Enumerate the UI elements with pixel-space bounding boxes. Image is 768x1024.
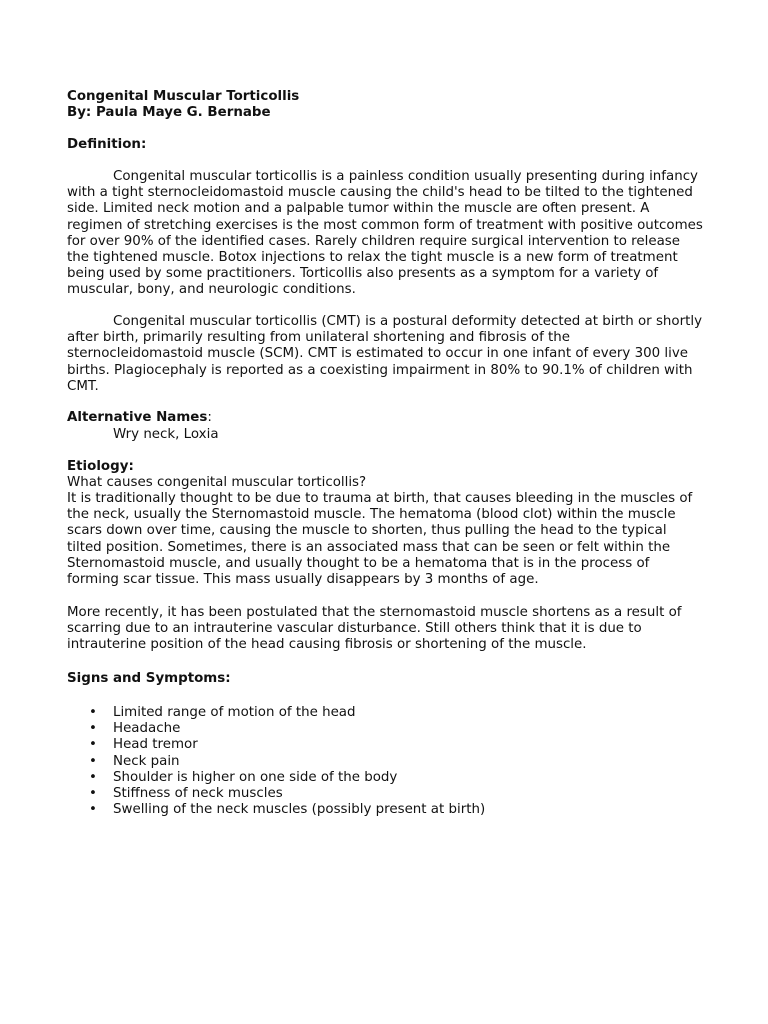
alternative-names-colon: :: [207, 410, 212, 425]
signs-list: [67, 705, 703, 818]
etiology-paragraph-1: It is traditionally thought to be due to trauma at birth, that causes bleeding in the muscles of the neck, usually the Sternomastoid muscle. The hematoma (blood clot) within the muscle scars down over time, causing the muscle to shorten, thus pulling the head to the typical tilted position. Sometimes, there is an associated mass that can be seen or felt within the Sternomastoid muscle, and usually thought to be a hematoma that is in the process of forming scar tissue. This mass usually disappears by 3 months of age.: [67, 491, 693, 588]
alternative-names-label: Alternative Names: [67, 410, 208, 425]
etiology-heading: Etiology:: [67, 459, 134, 474]
etiology-paragraph-2: More recently, it has been postulated that the sternomastoid muscle shortens as a result of scarring due to an intrauterine vascular disturbance. Still others think that it is due to intrauterine position of the head causing fibrosis or shortening of the muscle.: [67, 605, 682, 653]
etiology-question: What causes congenital muscular torticollis?: [67, 475, 367, 490]
list-item: • Shoulder is higher on one side of the body: [89, 769, 398, 785]
bullet-icon: •: [89, 721, 97, 737]
definition-paragraph-1: Congenital muscular torticollis is a painless condition usually presenting during infancy with a tight sternocleidomastoid muscle causing the child's head to be tilted to the tightened side. Limited neck motion and a palpable tumor within the muscle are often present. A regimen of stretching exercises is the most common form of treatment with positive outcomes for over 90% of the identified cases. Rarely children require surgical intervention to release the tightened muscle. Botox injections to relax the tight muscle is a new form of treatment being used by some practitioners. Torticollis also presents as a symptom for a variety of muscular, bony, and neurologic conditions.: [67, 169, 703, 298]
definition-heading: Definition:: [67, 137, 147, 152]
bullet-icon: •: [89, 769, 97, 785]
bullet-icon: •: [89, 786, 97, 802]
alternative-names-value: Wry neck, Loxia: [113, 427, 219, 442]
list-item: • Head tremor: [89, 737, 198, 753]
signs-heading: Signs and Symptoms:: [67, 671, 231, 686]
document-title: Congenital Muscular Torticollis: [67, 89, 300, 104]
bullet-icon: •: [89, 737, 97, 753]
list-item: • Swelling of the neck muscles (possibly present at birth): [89, 802, 486, 818]
bullet-icon: •: [89, 705, 97, 720]
alternative-names-heading: [67, 410, 703, 426]
list-item: • Neck pain: [89, 753, 180, 769]
bullet-icon: •: [89, 753, 97, 769]
list-item: • Headache: [89, 721, 181, 737]
bullet-icon: •: [89, 802, 97, 818]
list-item: • Stiffness of neck muscles: [89, 786, 283, 802]
list-item: • Limited range of motion of the head: [89, 705, 356, 720]
definition-paragraph-2: Congenital muscular torticollis (CMT) is a postural deformity detected at birth or shortly after birth, primarily resulting from unilateral shortening and fibrosis of the sternocleidomastoid muscle (SCM). CMT is estimated to occur in one infant of every 300 live births. Plagiocephaly is reported as a coexisting impairment in 80% to 90.1% of children with CMT.: [67, 314, 703, 394]
document-byline: By: Paula Maye G. Bernabe: [67, 105, 271, 120]
